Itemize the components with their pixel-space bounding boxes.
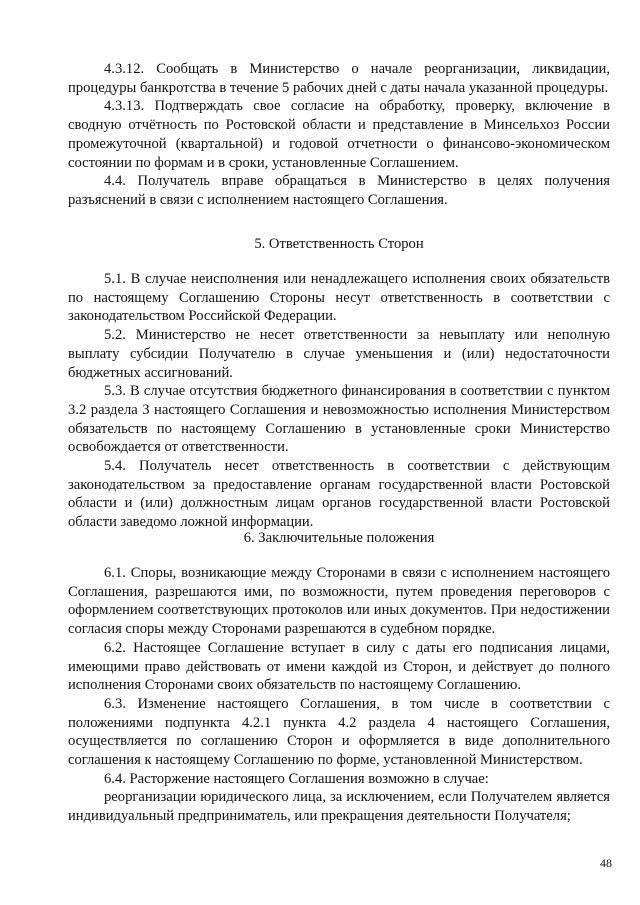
paragraph-4-3-13: 4.3.13. Подтверждать свое согласие на обработку, проверку, включение в сводную отчётность по Ростовской области и представление в Минсельхоз России промежуточной (квартальной) и годовой отчетности о финансово-экономическом состоянии по формам и в сроки, установленные Соглашением.	[68, 98, 610, 171]
paragraph-6-1: 6.1. Споры, возникающие между Сторонами в связи с исполнением настоящего Соглашения, разрешаются ими, по возможности, путем проведения переговоров с оформлением соответствующих протоколов или иных документов. При недостижении согласия споры между Сторонами разрешаются в судебном порядке.	[68, 565, 610, 638]
paragraph-6-3: 6.3. Изменение настоящего Соглашения, в том числе в соответствии с положениями подпункта 4.2.1 пункта 4.2 раздела 4 настоящего Соглашения, осуществляется по соглашению Сторон и оформляется в виде дополнительного соглашения к настоящему Соглашению по форме, установленной Министерством.	[68, 695, 610, 769]
paragraph-4-3-12: 4.3.12. Сообщать в Министерство о начале реорганизации, ликвидации, процедуры банкротства в течение 5 рабочих дней с даты начала указанной процедуры.	[68, 61, 610, 96]
page-number: 48	[600, 856, 612, 870]
paragraph-6-2: 6.2. Настоящее Соглашение вступает в силу с даты его подписания лицами, имеющими право действовать от имени каждой из Сторон, и действует до полного исполнения Сторонами своих обязательств по настоящему Соглашению.	[68, 639, 610, 694]
paragraph-5-1: 5.1. В случае неисполнения или ненадлежащего исполнения своих обязательств по настоящему Соглашению Стороны несут ответственность в соответствии с законодательством Российской Федерации.	[68, 271, 610, 325]
section-5-title: 5. Ответственность Сторон	[254, 236, 424, 252]
paragraph-5-4: 5.4. Получатель несет ответственность в соответствии с действующим законодательством за предоставление органам государственной власти Ростовской области и (или) должностным лицам органов государственной власти Ростовской области заведомо ложной информации.	[68, 458, 610, 531]
paragraph-4-4: 4.4. Получатель вправе обращаться в Министерство в целях получения разъяснений в связи с исполнением настоящего Соглашения.	[68, 173, 610, 208]
section-6-body	[68, 564, 610, 826]
paragraph-5-2: 5.2. Министерство не несет ответственности за невыплату или неполную выплату субсидии Получателю в случае уменьшения и (или) недостаточности бюджетных ассигнований.	[68, 327, 610, 381]
paragraph-5-3: 5.3. В случае отсутствия бюджетного финансирования в соответствии с пунктом 3.2 раздела 3 настоящего Соглашения и невозможностью исполнения Министерством обязательств по настоящему Соглашению в установленные сроки Министерство освобождается от ответственности.	[68, 383, 610, 456]
paragraph-6-4-item: реорганизации юридического лица, за исключением, если Получателем является индивидуальный предприниматель, или прекращения деятельности Получателя;	[68, 789, 610, 825]
section-5-body	[68, 270, 610, 532]
intro-paragraphs	[68, 60, 610, 210]
paragraph-6-4: 6.4. Расторжение настоящего Соглашения возможно в случае:	[104, 770, 489, 787]
section-6-title: 6. Заключительные положения	[243, 530, 435, 546]
